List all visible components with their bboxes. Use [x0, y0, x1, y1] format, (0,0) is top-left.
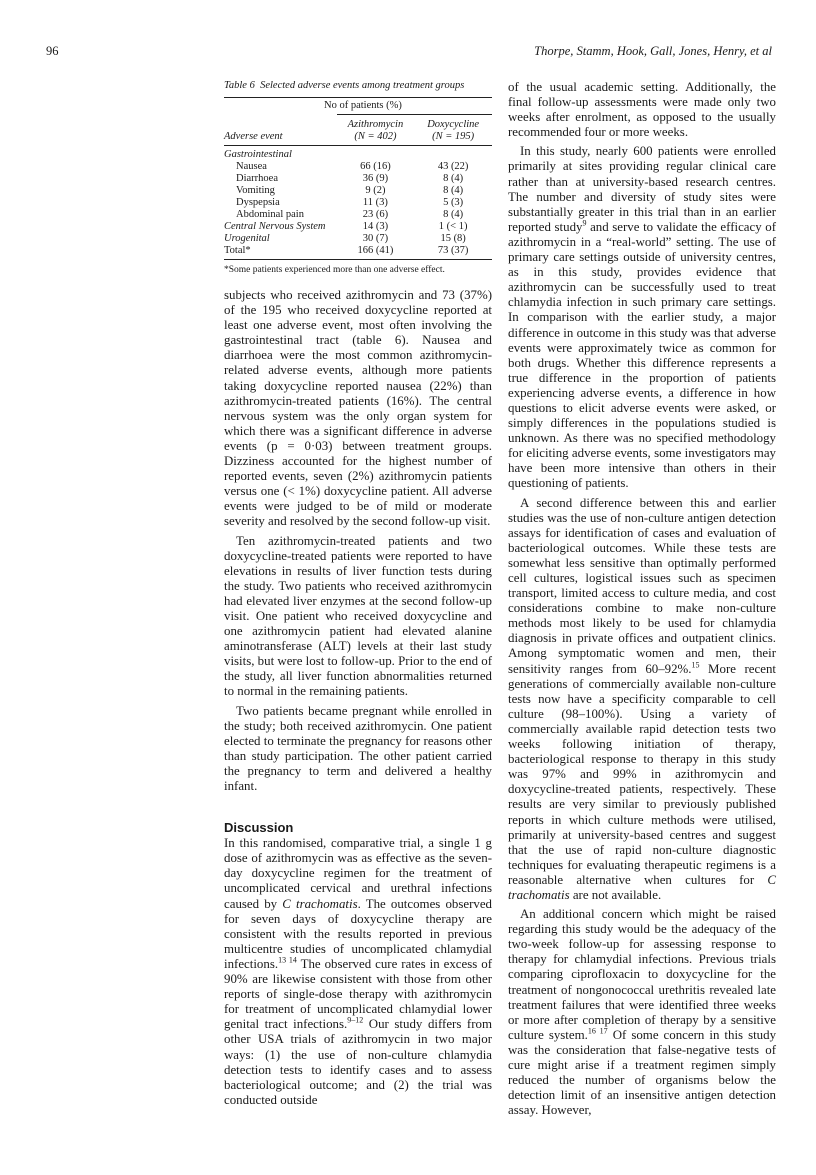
row-label: Gastrointestinal	[224, 149, 292, 160]
right-paragraph-1: of the usual academic setting. Additionally, the final follow-up assessments were made only two weeks after enrolment, as opposed to the usually recommended four or more weeks.	[508, 80, 776, 140]
citation-ref: 9	[582, 218, 587, 228]
right-p4-text-a: An additional concern which might be raised regarding this study would be the adequacy of the two-week follow-up for assessing response to therapy for chlamydial infections. Previous trials comparing ciprofloxacin to doxycycline for the treatment of nongonococcal urethritis revealed late treatment failures that were identified three weeks or more after completion of therapy by a sensitive culture system.	[508, 907, 776, 1042]
discussion-text-c: The observed cure rates in excess of 90% are likewise consistent with those from other reports of single-dose therapy with azithromycin for treatment of uncomplicated chlamydial lower genital tract infections.	[224, 956, 492, 1032]
row-doxycycline: 43 (22)	[437, 161, 469, 172]
row-doxycycline: 8 (4)	[443, 173, 464, 184]
table-row	[224, 233, 492, 245]
right-paragraph-4	[508, 907, 776, 1118]
page-number: 96	[46, 44, 59, 58]
table-caption	[224, 80, 492, 92]
discussion-text-b: . The outcomes observed for seven days of doxycycline therapy are consistent with the results reported in previous multicentre studies of uncomplicated chlamydial infections.	[224, 896, 492, 971]
row-label: Urogenital	[224, 233, 270, 244]
row-azithromycin: 14 (3)	[362, 221, 389, 232]
citation-ref: 13 14	[278, 955, 297, 965]
col-header-azithromycin	[337, 115, 415, 146]
citation-ref: 15	[691, 660, 700, 670]
row-azithromycin: 11 (3)	[362, 197, 388, 208]
row-label: Diarrhoea	[236, 173, 278, 184]
row-doxycycline: 5 (3)	[443, 197, 464, 208]
row-azithromycin: 30 (7)	[362, 233, 389, 244]
table-row	[224, 197, 492, 209]
col-header-event: Adverse event	[224, 115, 337, 146]
running-title: Thorpe, Stamm, Hook, Gall, Jones, Henry, et al	[534, 44, 772, 58]
right-p4-text-b: Of some concern in this study was the consideration that false-negative tests of cure might arise if a treatment regimen simply reduced the number of organisms below the detection limit of an insensitive antigen detection assay. However,	[508, 1027, 777, 1118]
citation-ref: 9–12	[347, 1016, 364, 1026]
results-paragraph-1: subjects who received azithromycin and 73 (37%) of the 195 who received doxycycline reported at least one adverse event, most often involving the gastrointestinal tract (table 6). Nausea and diarrhoea were the most common azithromycin-related adverse events, although more patients taking doxycycline reported nausea (22%) than azithromycin-treated patients (16%). The central nervous system was the only organ system for which there was a significant difference in adverse events (p = 0·03) between treatment groups. Dizziness accounted for the highest number of reported events, seven (2%) azithromycin patients versus one (< 1%) doxycycline patient. All adverse events were judged to be of mild or moderate severity and resolved by the second follow-up visit.	[224, 288, 492, 529]
col-header-doxycycline-n: (N = 195)	[432, 131, 475, 142]
table-grid	[224, 97, 492, 260]
col-header-doxycycline	[414, 115, 492, 146]
row-label: Vomiting	[236, 185, 275, 196]
results-paragraph-2: Ten azithromycin-treated patients and two doxycycline-treated patients were reported to have elevations in results of liver function tests during the study. Two patients who received azithromycin had elevated liver enzymes at the second follow-up visit. One patient who received doxycycline and one azithromycin patient had elevated alanine aminotransferase (ALT) levels at their last study visits, but were lost to follow-up. Prior to the end of the study, all liver function abnormalities returned to normal in the remaining patients.	[224, 533, 492, 699]
discussion-organism: C trachomatis	[282, 896, 358, 911]
table-row	[224, 221, 492, 233]
row-label: Total*	[224, 245, 337, 260]
table-row	[224, 185, 492, 197]
row-label: Abdominal pain	[236, 209, 304, 220]
table-footnote: *Some patients experienced more than one adverse effect.	[224, 265, 445, 275]
left-column	[224, 80, 492, 1108]
row-doxycycline: 73 (37)	[414, 245, 492, 260]
table-row	[224, 146, 492, 162]
right-p2-text-b: and serve to validate the efficacy of azithromycin in a “real-world” setting. The use of primary care settings outside of university centres, as in this study, provides evidence that azithromycin can be successfully used to treat chlamydia infection in such primary care settings. In comparison with the earlier study, a major difference in outcome in this study was that adverse events were approximately twice as common for both drugs. Whether this difference represents a true difference in the proportion of patients experiencing adverse events, a difference in how questions to elicit adverse events were asked, or simply differences in the populations studied is unknown. As there was no specified methodology for eliciting adverse events, some investigators may have been more intensive than others in their questioning of patients.	[508, 219, 777, 491]
row-azithromycin	[337, 146, 415, 162]
table-row	[224, 161, 492, 173]
row-doxycycline: 8 (4)	[443, 185, 464, 196]
row-azithromycin: 66 (16)	[360, 161, 391, 172]
right-p2-text-a: In this study, nearly 600 patients were enrolled primarily at sites providing regular clinical care rather than at university-based research centres. The number and diversity of study sites were substantially greater in this trial than in an earlier reported study	[508, 144, 776, 234]
results-paragraph-3: Two patients became pregnant while enrolled in the study; both received azithromycin. One patient elected to terminate the pregnancy for reasons other than study participation. The other patient carried the pregnancy to term and delivered a healthy infant.	[224, 703, 492, 793]
right-paragraph-3	[508, 496, 776, 904]
discussion-heading: Discussion	[224, 820, 294, 836]
right-p3-text-a: A second difference between this and earlier studies was the use of non-culture antigen detection assays for identification of cases and evaluation of bacteriological outcomes. While these tests are somewhat less sensitive than optimally performed cell cultures, logistical issues such as specimen transport, limited access to culture media, and cost considerations combine to make non-culture methods most likely to be used for chlamydia diagnosis in private offices and outpatient clinics. Among symptomatic women and men, their sensitivity ranges from 60–92%.	[508, 495, 776, 676]
discussion-text-d: Our study differs from other USA trials of azithromycin in two major ways: (1) the use of non-culture chlamydia detection tests to identify cases and to assess bacteriological outcome; and (2) the trial was conducted outside	[224, 1017, 492, 1107]
discussion-text-a: In this randomised, comparative trial, a single 1 g dose of azithromycin was as effective as the seven-day doxycycline regimen for the treatment of uncomplicated cervical and urethral infections caused by	[224, 836, 492, 911]
row-doxycycline: 1 (< 1)	[438, 221, 468, 232]
table-caption-text: Selected adverse events among treatment groups	[260, 80, 465, 91]
row-label: Dyspepsia	[236, 197, 280, 208]
col-header-azithromycin-name: Azithromycin	[347, 119, 404, 130]
table-row	[224, 245, 492, 260]
discussion-paragraph-1	[224, 836, 492, 1108]
row-azithromycin: 166 (41)	[337, 245, 415, 260]
right-p3-organism: C trachomatis	[508, 872, 776, 902]
right-column	[508, 80, 776, 1118]
right-p3-text-b: More recent generations of commercially available non-culture tests now have a specificity comparable to cell culture (98–100%). Using a variety of commercially available rapid detection tests two weeks following initiation of therapy, bacteriological response to therapy in this study was 97% and 99% in azithromycin and doxycycline-treated patients, respectively. These results are very similar to previously published reports in which culture methods were utilised, primarily at university-based centres and suggest that the use of rapid non-culture diagnostic techniques for evaluating therapeutic regimens is a reasonable alternative when cultures for	[508, 661, 776, 887]
col-header-azithromycin-n: (N = 402)	[354, 131, 397, 142]
table-row	[224, 209, 492, 221]
col-header-doxycycline-name: Doxycycline	[427, 119, 480, 130]
row-azithromycin: 9 (2)	[365, 185, 386, 196]
row-azithromycin: 23 (6)	[362, 209, 389, 220]
table-row	[224, 173, 492, 185]
row-label: Central Nervous System	[224, 221, 326, 232]
row-doxycycline: 15 (8)	[440, 233, 466, 244]
right-paragraph-2	[508, 144, 776, 491]
row-label: Nausea	[236, 161, 267, 172]
table-caption-label: Table 6	[224, 80, 255, 91]
row-doxycycline: 8 (4)	[443, 209, 464, 220]
row-azithromycin: 36 (9)	[362, 173, 389, 184]
citation-ref: 16 17	[587, 1026, 608, 1036]
table-group-header: No of patients (%)	[224, 98, 492, 115]
right-p3-text-c: are not available.	[569, 887, 662, 902]
row-doxycycline	[414, 146, 492, 162]
adverse-events-table	[224, 80, 492, 276]
